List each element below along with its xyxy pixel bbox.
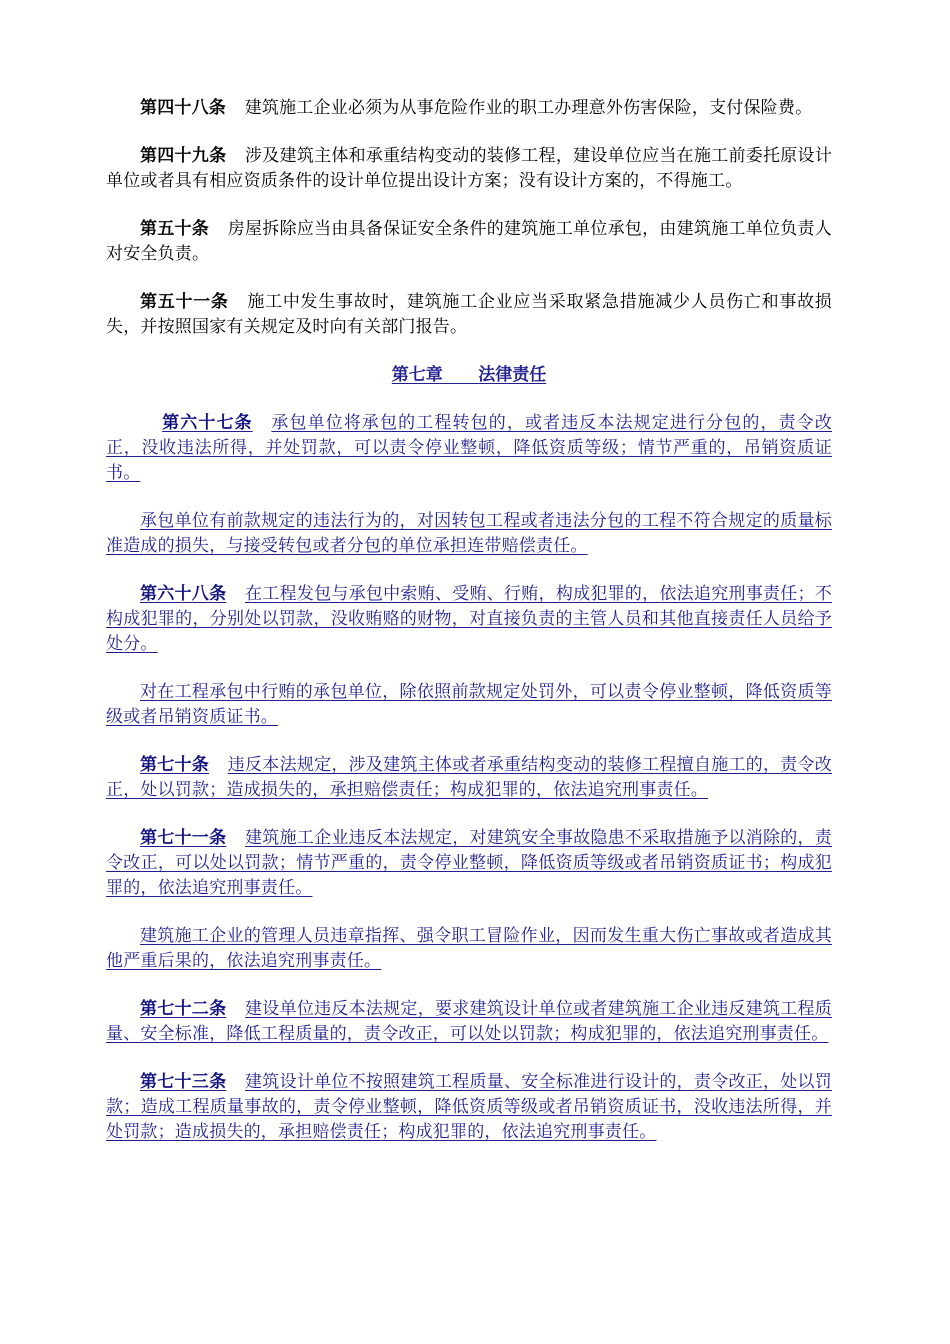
article-text: 建筑施工企业违反本法规定，对建筑安全事故隐患不采取措施予以消除的，责令改正，可以处以罚款；情节严重的，责令停业整顿，降低资质等级或者吊销资质证书；构成犯罪的，依法追究刑事责任。 xyxy=(106,828,833,898)
article-text: 对在工程承包中行贿的承包单位，除依照前款规定处罚外，可以责令停业整顿，降低资质等级或者吊销资质证书。 xyxy=(106,682,832,727)
article-text: 建设单位违反本法规定，要求建筑设计单位或者建筑施工企业违反建筑工程质量、安全标准，降低工程质量的，责令改正，可以处以罚款；构成犯罪的，依法追究刑事责任。 xyxy=(106,999,833,1044)
article-label: 第六十八条 xyxy=(140,584,227,604)
chapter-title: 法律责任 xyxy=(478,365,547,385)
article-label: 第五十条 xyxy=(140,219,210,239)
article-label: 第七十条 xyxy=(140,755,210,775)
article-text: 建筑施工企业必须为从事危险作业的职工办理意外伤害保险，支付保险费。 xyxy=(244,98,813,118)
article-text: 在工程发包与承包中索贿、受贿、行贿，构成犯罪的，依法追究刑事责任；不构成犯罪的，分别处以罚款，没收贿赂的财物，对直接负责的主管人员和其他直接责任人员给予处分。 xyxy=(106,584,833,654)
chapter-heading xyxy=(106,363,832,388)
article-label: 第七十一条 xyxy=(140,828,227,848)
article-73 xyxy=(106,1070,832,1145)
article-label: 第四十九条 xyxy=(140,146,227,166)
article-text: 建筑施工企业的管理人员违章指挥、强令职工冒险作业，因而发生重大伤亡事故或者造成其他严重后果的，依法追究刑事责任。 xyxy=(106,926,832,971)
article-72 xyxy=(106,997,832,1047)
article-67-clause-2 xyxy=(106,509,832,559)
article-68-clause-2 xyxy=(106,680,832,730)
article-label: 第六十七条 xyxy=(162,413,253,433)
article-71-clause-2 xyxy=(106,924,832,974)
article-text: 涉及建筑主体和承重结构变动的装修工程，建设单位应当在施工前委托原设计单位或者具有相应资质条件的设计单位提出设计方案；没有设计方案的，不得施工。 xyxy=(106,146,833,191)
article-text: 承包单位有前款规定的违法行为的，对因转包工程或者违法分包的工程不符合规定的质量标准造成的损失，与接受转包或者分包的单位承担连带赔偿责任。 xyxy=(106,511,832,556)
article-67 xyxy=(106,411,832,486)
article-text: 房屋拆除应当由具备保证安全条件的建筑施工单位承包，由建筑施工单位负责人对安全负责。 xyxy=(106,219,833,264)
article-text: 承包单位将承包的工程转包的，或者违反本法规定进行分包的，责令改正，没收违法所得，并处罚款，可以责令停业整顿，降低资质等级；情节严重的，吊销资质证书。 xyxy=(106,413,832,483)
article-label: 第七十二条 xyxy=(140,999,227,1019)
article-text: 建筑设计单位不按照建筑工程质量、安全标准进行设计的，责令改正，处以罚款；造成工程质量事故的，责令停业整顿，降低资质等级或者吊销资质证书，没收违法所得，并处罚款；造成损失的，承担赔偿责任；构成犯罪的，依法追究刑事责任。 xyxy=(106,1072,833,1142)
article-text: 违反本法规定，涉及建筑主体或者承重结构变动的装修工程擅自施工的，责令改正，处以罚款；造成损失的，承担赔偿责任；构成犯罪的，依法追究刑事责任。 xyxy=(106,755,833,800)
article-70 xyxy=(106,753,832,803)
article-48 xyxy=(106,96,832,121)
chapter-number: 第七章 xyxy=(391,365,443,385)
article-68 xyxy=(106,582,832,657)
article-49 xyxy=(106,144,832,194)
article-51 xyxy=(106,290,832,340)
article-text: 施工中发生事故时，建筑施工企业应当采取紧急措施减少人员伤亡和事故损失，并按照国家有关规定及时向有关部门报告。 xyxy=(106,292,832,337)
article-label: 第七十三条 xyxy=(140,1072,227,1092)
article-label: 第四十八条 xyxy=(140,98,226,118)
article-71 xyxy=(106,826,832,901)
article-label: 第五十一条 xyxy=(140,292,229,312)
article-50 xyxy=(106,217,832,267)
